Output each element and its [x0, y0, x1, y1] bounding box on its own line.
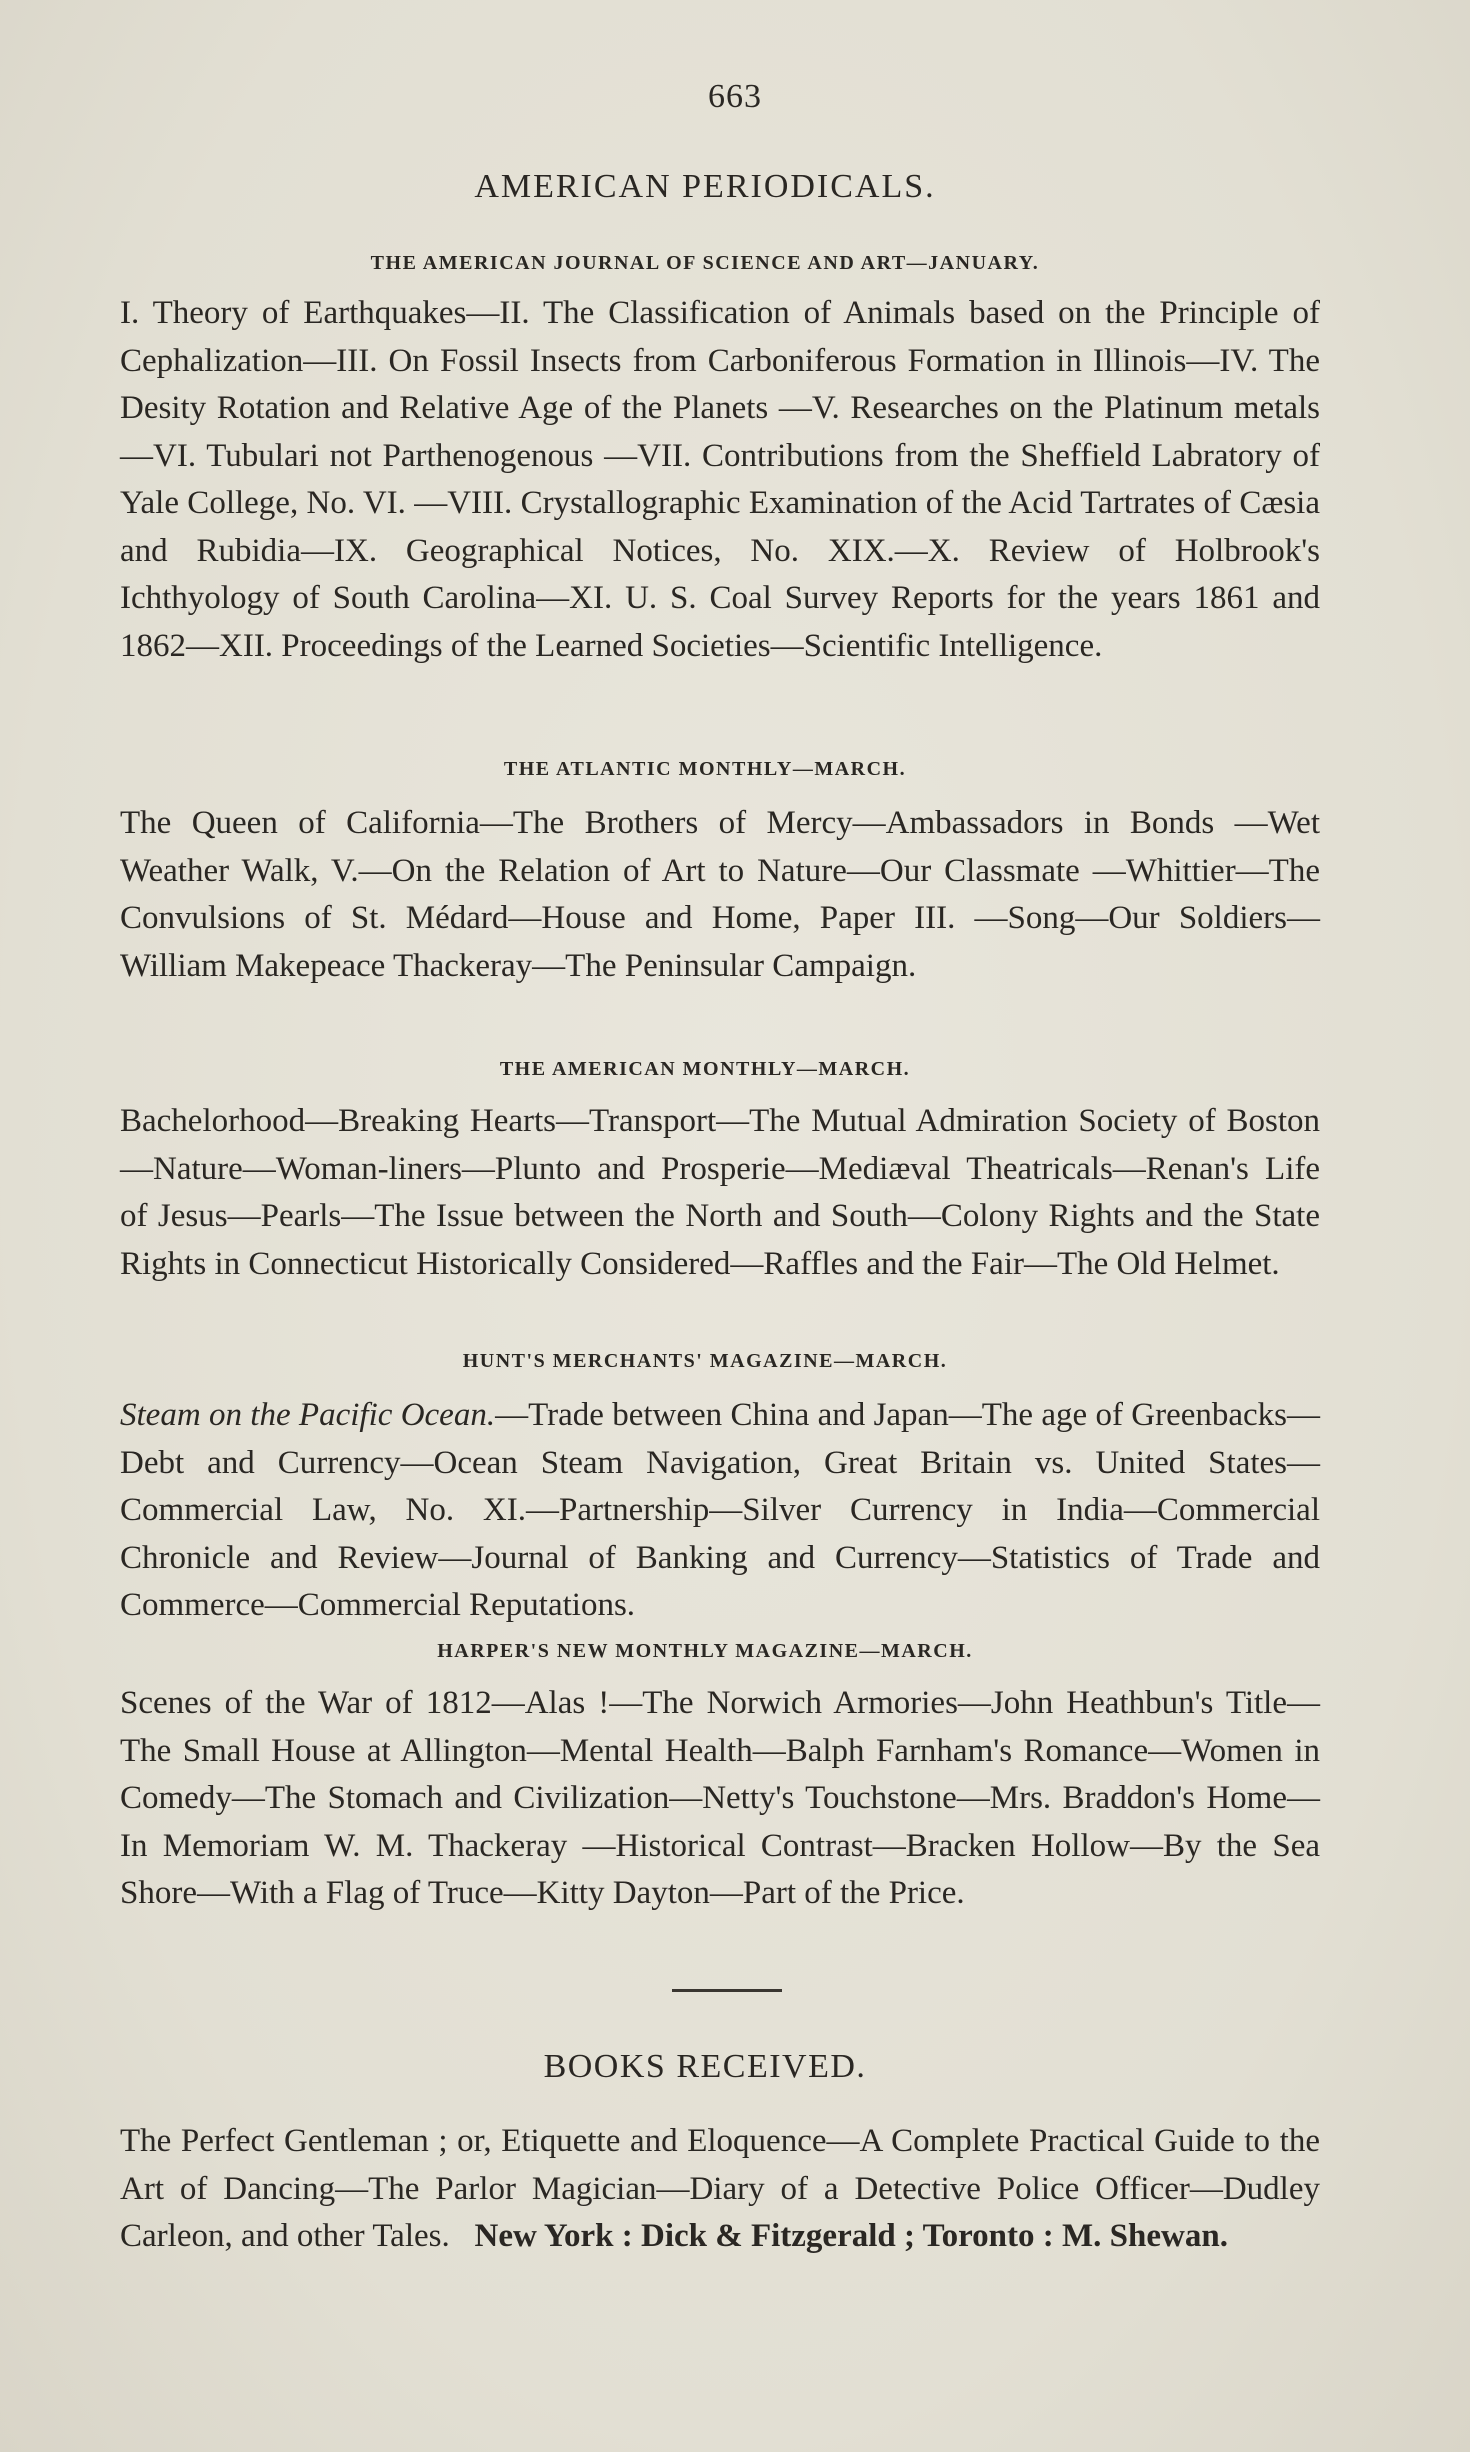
books-received-body	[120, 2118, 1320, 2261]
section-heading-hunts-merchants-magazine: HUNT'S MERCHANTS' MAGAZINE—MARCH.	[462, 1350, 948, 1372]
section-body-harpers-new-monthly: Scenes of the War of 1812—Alas !—The Norwich Armories—John Heathbun's Title—The Small House at Allington—Mental Health—Balph Farnham's Romance—Women in Comedy—The Stomach and Civilization—Netty's Touchstone—Mrs. Braddon's Home—In Memoriam W. M. Thackeray —Historical Contrast—Bracken Hollow—By the Sea Shore—With a Flag of Truce—Kitty Dayton—Part of the Price.	[120, 1685, 1320, 1911]
books-list: The Perfect Gentleman ; or, Etiquette and Eloquence—A Complete Practical Guide to the Art of Dancing—The Parlor Magician—Diary of a Detective Police Officer—Dudley Carleon, and other Tales.	[120, 2123, 1320, 2254]
section-body-american-journal-of-science: I. Theory of Earthquakes—II. The Classification of Animals based on the Principle of Cephalization—III. On Fossil Insects from Carboniferous Formation in Illinois—IV. The Desity Rotation and Relative Age of the Planets —V. Researches on the Platinum metals—VI. Tubulari not Parthenogenous —VII. Contributions from the Sheffield Labratory of Yale College, No. VI. —VIII. Crystallographic Examination of the Acid Tartrates of Cæsia and Rubidia—IX. Geographical Notices, No. XIX.—X. Review of Holbrook's Ichthyology of South Carolina—XI. U. S. Coal Survey Reports for the years 1861 and 1862—XII. Proceedings of the Learned Societies—Scientific Intelligence.	[120, 295, 1320, 664]
section-body-hunts-merchants-magazine	[120, 1392, 1320, 1630]
page-number: 663	[708, 78, 762, 115]
section-divider	[672, 1989, 782, 1992]
section-heading-atlantic-monthly: THE ATLANTIC MONTHLY—MARCH.	[503, 758, 907, 780]
section-heading-american-monthly: THE AMERICAN MONTHLY—MARCH.	[499, 1058, 911, 1080]
article-title-italic: Steam on the Pacific Ocean.	[120, 1397, 496, 1433]
section-heading-harpers-new-monthly: HARPER'S NEW MONTHLY MAGAZINE—MARCH.	[437, 1640, 973, 1662]
page-title: AMERICAN PERIODICALS.	[474, 168, 936, 205]
section-body-text: —Trade between China and Japan—The age of Greenbacks—Debt and Currency—Ocean Steam Navigation, Great Britain vs. United States—Commercial Law, No. XI.—Partnership—Silver Currency in India—Commercial Chronicle and Review—Journal of Banking and Currency—Statistics of Trade and Commerce—Commercial Reputations.	[120, 1397, 1321, 1623]
section-body-atlantic-monthly: The Queen of California—The Brothers of Mercy—Ambassadors in Bonds —Wet Weather Walk, V.—On the Relation of Art to Nature—Our Classmate —Whittier—The Convulsions of St. Médard—House and Home, Paper III. —Song—Our Soldiers—William Makepeace Thackeray—The Peninsular Campaign.	[120, 805, 1320, 984]
section-heading-american-journal-of-science: THE AMERICAN JOURNAL OF SCIENCE AND ART—JANUARY.	[370, 252, 1040, 274]
books-received-title: BOOKS RECEIVED.	[543, 2048, 867, 2085]
publisher-info: New York : Dick & Fitzgerald ; Toronto : M. Shewan.	[474, 2218, 1228, 2254]
section-body-american-monthly: Bachelorhood—Breaking Hearts—Transport—The Mutual Admiration Society of Boston—Nature—Woman-liners—Plunto and Prosperie—Mediæval Theatricals—Renan's Life of Jesus—Pearls—The Issue between the North and South—Colony Rights and the State Rights in Connecticut Historically Considered—Raffles and the Fair—The Old Helmet.	[120, 1103, 1320, 1282]
